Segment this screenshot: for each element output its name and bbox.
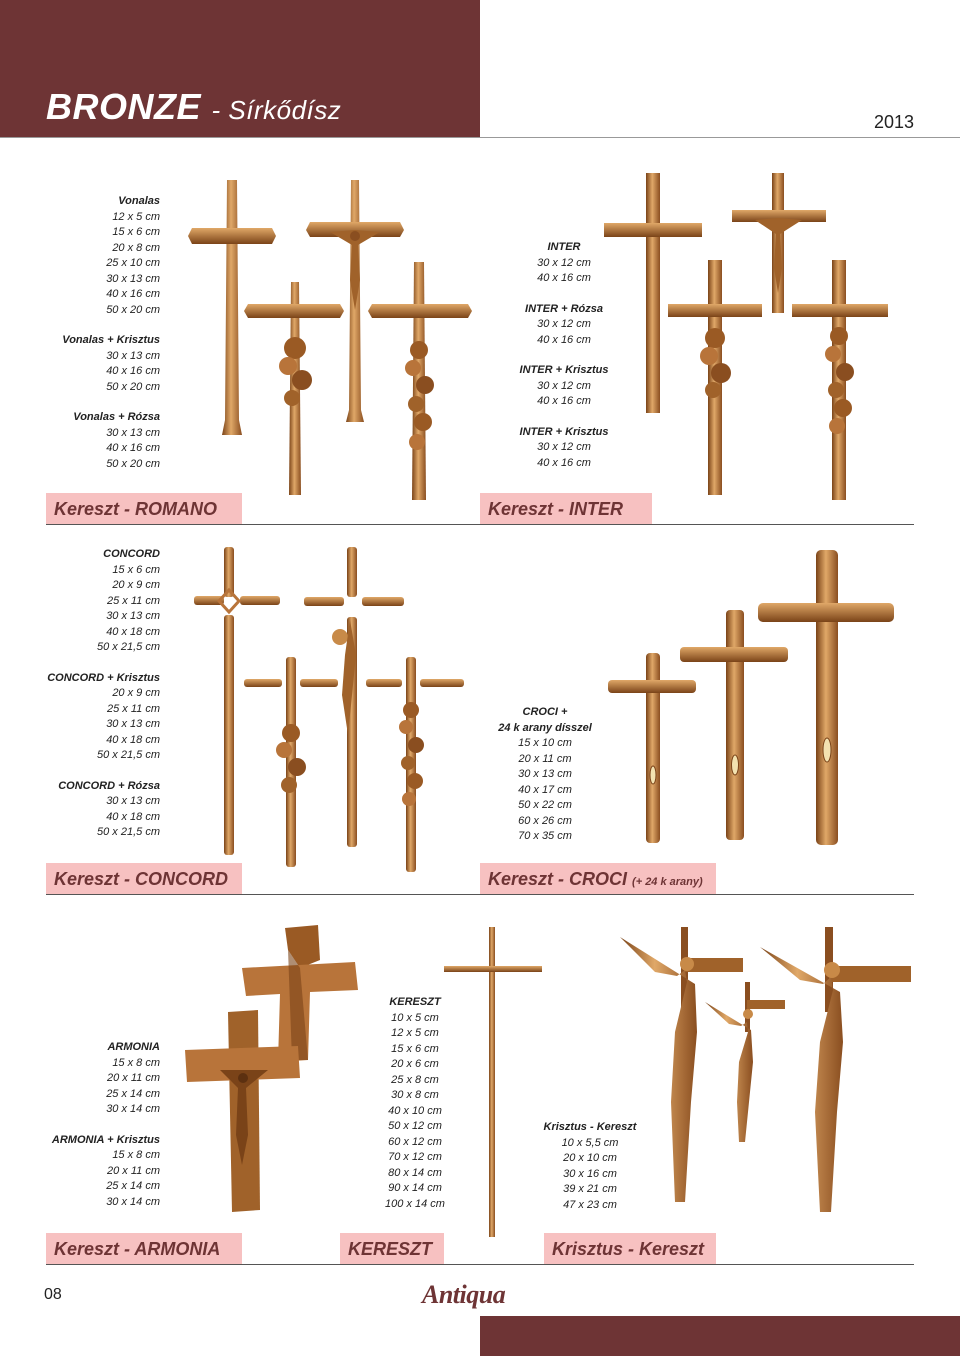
spec-size: 40 x 18 cm [106,733,160,746]
croci-spec [470,705,620,845]
section-divider [46,1264,914,1265]
spec-size: 70 x 35 cm [518,830,572,842]
spec-size: 30 x 13 cm [106,718,160,730]
spec-size: 20 x 8 cm [112,241,160,254]
romano-rose-cross-large [368,262,472,500]
spec-size: 20 x 6 cm [391,1058,439,1070]
croci-cross-small [608,653,696,843]
spec-size: 60 x 12 cm [388,1135,442,1148]
croci-label-main: Kereszt - CROCI [488,869,628,889]
year: 2013 [873,112,914,132]
spec-size: 50 x 22 cm [518,799,572,811]
spec-heading: Vonalas + Rózsa [73,411,160,423]
armonia-plain-cross [242,925,358,1062]
spec-size: 30 x 14 cm [106,1195,160,1208]
spec-size: 20 x 11 cm [107,1072,160,1084]
spec-size: 15 x 8 cm [112,1149,160,1161]
footer-band [480,1316,960,1356]
spec-size: 30 x 13 cm [518,768,572,780]
spec-heading: INTER + Krisztus [519,364,609,376]
krisztus-cross-small [705,982,785,1142]
spec-heading: Vonalas [118,195,160,207]
croci-cross-medium [680,610,788,840]
spec-size: 15 x 6 cm [112,226,160,238]
spec-size: 70 x 12 cm [388,1151,442,1163]
spec-size: 20 x 11 cm [107,1164,160,1177]
concord-krisztus-cross [304,547,404,847]
spec-size: 90 x 14 cm [388,1182,442,1194]
spec-size: 50 x 12 cm [388,1120,442,1132]
antiqua-logo: Antiqua [422,1280,506,1309]
krisztus-cross-left [620,927,743,1202]
kereszt-plain-cross [444,927,542,1237]
croci-crosses-image [600,545,900,875]
croci-cross-large [758,550,894,845]
krisztus-crosses-image [615,922,915,1222]
romano-label: Kereszt - ROMANO [46,493,242,525]
spec-size: 20 x 9 cm [112,579,160,591]
inter-rose-cross [668,260,762,495]
spec-heading: CONCORD [103,548,160,560]
spec-size: 40 x 18 cm [106,810,160,823]
spec-heading: KERESZT [389,996,441,1008]
krisztus-cross-right [760,927,911,1212]
spec-size: 40 x 16 cm [106,442,160,454]
spec-size: 10 x 5,5 cm [561,1136,619,1149]
spec-size: 25 x 10 cm [106,257,160,269]
spec-size: 20 x 11 cm [518,752,572,765]
kereszt-label: KERESZT [340,1233,444,1265]
spec-size: 50 x 21,5 cm [97,749,160,761]
spec-size: 15 x 8 cm [112,1056,160,1069]
spec-size: 39 x 21 cm [563,1183,617,1195]
spec-size: 30 x 12 cm [537,318,591,330]
spec-size: 30 x 16 cm [563,1167,617,1180]
spec-size: 15 x 6 cm [112,563,160,576]
spec-heading: ARMONIA [107,1041,160,1053]
spec-size: 50 x 20 cm [106,303,160,316]
spec-size: 30 x 12 cm [537,441,591,453]
title-main: BRONZE [46,86,201,127]
spec-heading: Krisztus - Kereszt [543,1121,637,1133]
spec-heading: 24 k arany dísszel [498,721,592,734]
spec-heading: CROCI + [522,706,568,718]
spec-size: 50 x 21,5 cm [97,826,160,838]
spec-size: 40 x 10 cm [388,1104,442,1117]
spec-size: 80 x 14 cm [388,1166,442,1179]
spec-heading: Vonalas + Krisztus [62,334,160,346]
spec-size: 25 x 11 cm [107,702,160,715]
page-title [46,86,341,128]
spec-size: 40 x 18 cm [106,625,160,638]
spec-heading: CONCORD + Rózsa [58,779,160,792]
inter-plain-cross [604,173,702,413]
spec-heading: ARMONIA + Krisztus [51,1133,160,1146]
section-divider [46,524,914,525]
spec-size: 40 x 16 cm [537,333,591,346]
inter-crosses-image [600,168,900,503]
header-divider [0,137,960,138]
romano-krisztus-cross [306,180,404,422]
spec-size: 15 x 6 cm [391,1042,439,1055]
concord-crosses-image [190,545,470,875]
armonia-spec [40,1040,160,1210]
croci-label [480,863,716,895]
concord-label: Kereszt - CONCORD [46,863,242,895]
title-subtitle: - Sírkődísz [211,95,342,125]
spec-size: 10 x 5 cm [391,1011,439,1024]
spec-size: 40 x 16 cm [106,288,160,300]
concord-rose-cross-right [366,657,464,872]
spec-size: 40 x 17 cm [518,783,572,796]
spec-size: 50 x 20 cm [106,457,160,470]
spec-size: 25 x 14 cm [106,1180,160,1192]
spec-size: 20 x 10 cm [563,1152,617,1164]
spec-size: 20 x 9 cm [112,687,160,699]
inter-krisztus-cross [732,173,826,313]
armonia-label: Kereszt - ARMONIA [46,1233,242,1265]
krisztus-label: Krisztus - Kereszt [544,1233,716,1265]
spec-size: 30 x 13 cm [106,610,160,622]
section-divider [46,894,914,895]
spec-size: 25 x 8 cm [391,1073,439,1086]
spec-size: 47 x 23 cm [563,1198,617,1211]
spec-size: 100 x 14 cm [385,1197,445,1210]
inter-label: Kereszt - INTER [480,493,652,525]
spec-heading: INTER [547,241,581,253]
spec-size: 12 x 5 cm [391,1027,439,1039]
spec-size: 30 x 12 cm [537,379,591,392]
spec-size: 30 x 13 cm [106,272,160,285]
spec-size: 12 x 5 cm [112,210,160,223]
spec-size: 40 x 16 cm [537,272,591,284]
spec-size: 60 x 26 cm [518,814,572,827]
romano-spec [40,194,160,472]
inter-rose-cross-large [792,260,888,500]
spec-size: 30 x 12 cm [537,256,591,269]
spec-size: 30 x 13 cm [106,349,160,362]
spec-size: 30 x 13 cm [106,795,160,807]
spec-size: 30 x 8 cm [391,1089,439,1101]
spec-size: 40 x 16 cm [106,365,160,377]
spec-size: 30 x 13 cm [106,426,160,439]
spec-size: 30 x 14 cm [106,1103,160,1115]
spec-heading: INTER + Krisztus [519,425,609,438]
spec-size: 50 x 21,5 cm [97,641,160,653]
spec-size: 25 x 14 cm [106,1087,160,1100]
spec-heading: CONCORD + Krisztus [47,671,160,684]
concord-spec [40,547,160,841]
kereszt-cross-image [440,922,550,1242]
romano-crosses-image [180,170,480,505]
spec-size: 25 x 11 cm [107,594,160,607]
concord-rose-cross-left [244,657,338,867]
spec-size: 40 x 16 cm [537,395,591,407]
spec-size: 50 x 20 cm [106,380,160,393]
spec-size: 40 x 16 cm [537,456,591,469]
romano-rose-cross-small [244,282,344,495]
spec-heading: INTER + Rózsa [525,302,603,315]
spec-size: 15 x 10 cm [518,737,572,749]
concord-plain-cross [194,547,280,855]
page-number: 08 [44,1286,62,1303]
croci-label-note: (+ 24 k arany) [632,876,703,888]
armonia-crosses-image [180,920,370,1220]
